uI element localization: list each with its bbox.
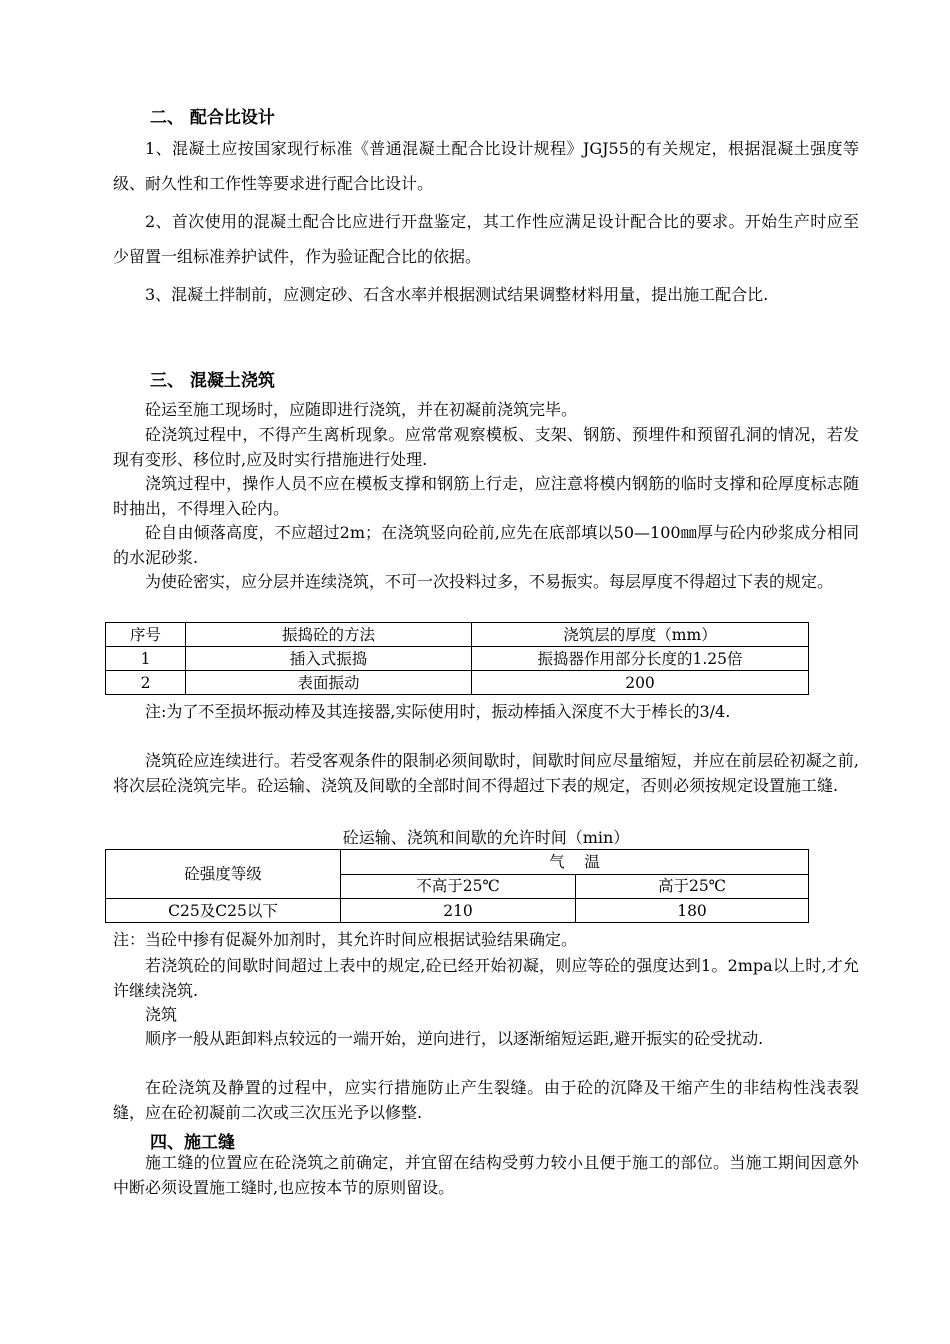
table-cell: 振捣器作用部分长度的1.25倍 [472, 647, 809, 671]
table-header-cell: 振捣砼的方法 [186, 623, 472, 647]
table-cell: 180 [576, 899, 809, 923]
table-row [106, 671, 809, 695]
table-cell: 1 [106, 647, 186, 671]
paragraph-crack-prevention: 在砼浇筑及静置的过程中，应实行措施防止产生裂缝。由于砼的沉降及干缩产生的非结构性浅表裂缝，应在砼初凝前二次或三次压光予以修整. [113, 1078, 859, 1122]
paragraph-pouring-order: 顺序一般从距卸料点较远的一端开始，逆向进行，以逐渐缩短运距,避开振实的砼受扰动. [145, 1029, 764, 1048]
paragraph-pouring-4: 砼自由倾落高度，不应超过2m；在浇筑竖向砼前,应先在底部填以50—100㎜厚与砼内砂浆成分相同的水泥砂浆. [113, 523, 859, 567]
note-accelerator: 注：当砼中掺有促凝外加剂时，其允许时间应根据试验结果确定。 [113, 930, 578, 949]
table-caption: 砼运输、浇筑和间歇的允许时间（min） [342, 828, 630, 847]
table-header-cell: 不高于25℃ [341, 874, 576, 899]
label-pouring-order: 浇筑 [145, 1005, 178, 1024]
table-row [106, 647, 809, 671]
table-header-cell: 浇筑层的厚度（mm） [472, 623, 809, 647]
allowed-time-table [105, 849, 809, 923]
paragraph-mix-design-2: 2、首次使用的混凝土配合比应进行开盘鉴定，其工作性应满足设计配合比的要求。开始生产时应至少留置一组标准养护试件，作为验证配合比的依据。 [113, 212, 859, 266]
table-cell: 2 [106, 671, 186, 695]
table-header-cell: 气 温 [341, 850, 809, 875]
table-header-row [106, 623, 809, 647]
section-heading-mix-design: 二、 配合比设计 [150, 108, 275, 128]
paragraph-pouring-1: 砼运至施工现场时，应随即进行浇筑，并在初凝前浇筑完毕。 [145, 400, 578, 419]
vibration-thickness-table [105, 622, 809, 695]
paragraph-construction-joint: 施工缝的位置应在砼浇筑之前确定，并宜留在结构受剪力较小且便于施工的部位。当施工期间因意外中断必须设置施工缝时,也应按本节的原则留设。 [113, 1153, 859, 1197]
paragraph-pouring-2: 砼浇筑过程中，不得产生离析现象。应常常观察模板、支架、钢筋、预埋件和预留孔洞的情况，若发现有变形、移位时,应及时实行措施进行处理. [113, 425, 859, 469]
section-heading-construction-joint: 四、施工缝 [150, 1133, 235, 1153]
table-row [106, 899, 809, 923]
paragraph-interval-exceeded: 若浇筑砼的间歇时间超过上表中的规定,砼已经开始初凝，则应等砼的强度达到1。2mpa以上时,才允许继续浇筑. [113, 956, 859, 1000]
paragraph-mix-design-1: 1、混凝土应按国家现行标准《普通混凝土配合比设计规程》JGJ55的有关规定，根据混凝土强度等级、耐久性和工作性等要求进行配合比设计。 [113, 139, 859, 193]
table-cell: 插入式振捣 [186, 647, 472, 671]
paragraph-mix-design-3: 3、混凝土拌制前，应测定砂、石含水率并根据测试结果调整材料用量，提出施工配合比. [145, 285, 769, 304]
note-vibrator-depth: 注:为了不至损坏振动棒及其连接器,实际使用时，振动棒插入深度不大于棒长的3/4. [145, 702, 731, 721]
paragraph-continuous-pouring: 浇筑砼应连续进行。若受客观条件的限制必须间歇时，间歇时间应尽量缩短，并应在前层砼初凝之前,将次层砼浇筑完毕。砼运输、浇筑及间歇的全部时间不得超过下表的规定，否则必须按规定设置施工缝. [113, 751, 859, 795]
table-cell: 表面振动 [186, 671, 472, 695]
table-header-cell: 砼强度等级 [106, 850, 341, 899]
table-cell: C25及C25以下 [106, 899, 341, 923]
table-header-cell: 高于25℃ [576, 874, 809, 899]
table-header-row [106, 850, 809, 875]
table-cell: 200 [472, 671, 809, 695]
paragraph-pouring-5: 为使砼密实，应分层并连续浇筑，不可一次投料过多，不易振实。每层厚度不得超过下表的规定。 [145, 572, 834, 591]
table-cell: 210 [341, 899, 576, 923]
table-header-cell: 序号 [106, 623, 186, 647]
paragraph-pouring-3: 浇筑过程中，操作人员不应在模板支撑和钢筋上行走，应注意将模内钢筋的临时支撑和砼厚度标志随时抽出，不得埋入砼内。 [113, 474, 859, 518]
section-heading-pouring: 三、 混凝土浇筑 [150, 371, 275, 391]
